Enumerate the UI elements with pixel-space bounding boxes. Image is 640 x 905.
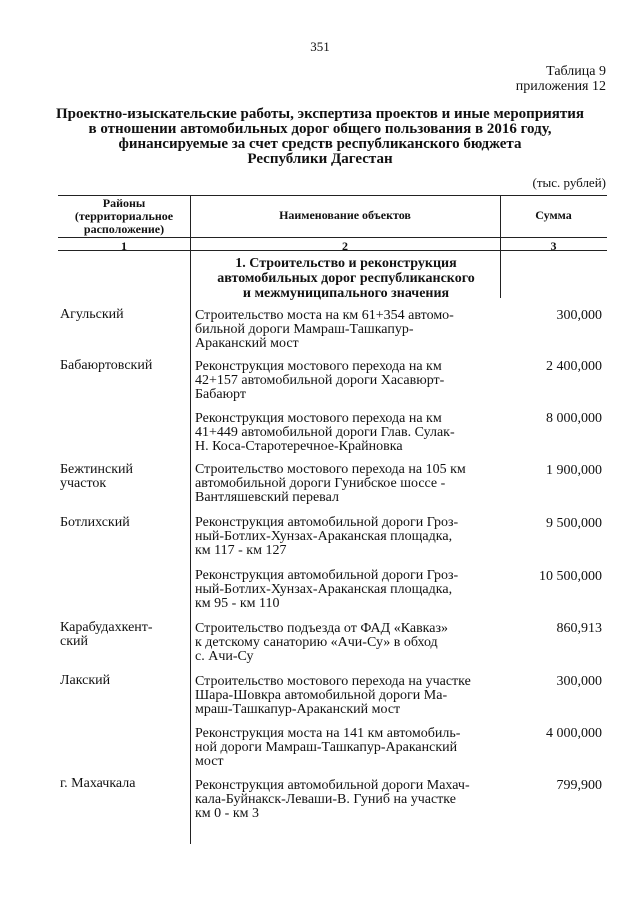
district-line: Агульский — [60, 307, 124, 322]
object-line: Реконструкция автомобильной дороги Гроз- — [195, 568, 459, 583]
object-line: км 95 - км 110 — [195, 596, 280, 611]
object-line: бильной дороги Мамраш-Ташкапур- — [195, 322, 414, 337]
object-cell — [195, 727, 500, 769]
object-line: Араканский мост — [195, 336, 299, 351]
section-heading — [196, 256, 496, 301]
amount-cell: 9 500,000 — [546, 516, 602, 531]
district-cell — [60, 308, 190, 322]
object-line: км 117 - км 127 — [195, 543, 287, 558]
table-label — [516, 64, 606, 94]
amount-cell: 2 400,000 — [546, 359, 602, 374]
object-cell — [195, 569, 500, 611]
object-line: к детскому санаторию «Ачи-Су» в обход — [195, 635, 438, 650]
header-bottom-border — [58, 237, 607, 238]
header-object-names: Наименование объектов — [279, 208, 411, 222]
district-cell — [60, 359, 190, 373]
object-line: Реконструкция автомобильной дороги Гроз- — [195, 515, 459, 530]
object-line: 42+157 автомобильной дороги Хасавюрт- — [195, 373, 445, 388]
amount-cell: 1 900,000 — [546, 463, 602, 478]
amount-cell: 300,000 — [556, 308, 602, 323]
amount-cell: 300,000 — [556, 674, 602, 689]
amount-cell: 860,913 — [556, 621, 602, 636]
column-number-1: 1 — [121, 239, 127, 253]
column-number-3: 3 — [550, 239, 557, 253]
object-line: ный-Ботлих-Хунзах-Араканская площадка, — [195, 529, 453, 544]
object-line: кала-Буйнакск-Леваши-В. Гуниб на участке — [195, 792, 456, 807]
page-number: 351 — [310, 39, 330, 54]
object-line: Реконструкция мостового перехода на км — [195, 359, 442, 374]
district-line: г. Махачкала — [60, 776, 136, 791]
district-line: Бабаюртовский — [60, 358, 153, 373]
header-districts-line: Районы — [102, 196, 146, 210]
district-cell — [60, 463, 190, 491]
district-line: ский — [60, 634, 88, 649]
title-line: в отношении автомобильных дорог общего пользования в 2016 году, — [88, 121, 552, 137]
district-cell — [60, 674, 190, 688]
table-label-line: приложения 12 — [515, 79, 606, 94]
object-cell — [195, 516, 500, 558]
table-label-line: Таблица 9 — [546, 64, 606, 79]
header-amount: Сумма — [535, 208, 572, 222]
header-districts-line: (территориальное — [74, 209, 174, 223]
object-line: Строительство моста на км 61+354 автомо- — [195, 308, 454, 323]
object-line: Строительство подъезда от ФАД «Кавказ» — [195, 621, 449, 636]
header-districts — [58, 197, 190, 236]
header-districts-line: расположение) — [83, 222, 165, 236]
object-cell — [195, 412, 500, 454]
object-line: Шара-Шовкра автомобильной дороги Ма- — [195, 688, 448, 703]
district-cell — [60, 621, 190, 649]
object-line: мраш-Ташкапур-Араканский мост — [195, 702, 401, 717]
object-line: Реконструкция автомобильной дороги Махач- — [195, 778, 470, 793]
section-heading-line: 1. Строительство и реконструкция — [235, 256, 457, 271]
district-line: Бежтинский — [60, 462, 134, 477]
amount-cell: 4 000,000 — [546, 726, 602, 741]
units-note: (тыс. рублей) — [532, 175, 606, 190]
object-cell — [195, 622, 500, 664]
title-line: Проектно-изыскательские работы, экспертиза проектов и иные мероприятия — [55, 106, 585, 122]
object-line: Реконструкция мостового перехода на км — [195, 411, 442, 426]
column-divider-body-1 — [190, 250, 191, 844]
object-line: ной дороги Мамраш-Ташкапур-Араканский — [195, 740, 458, 755]
column-divider-body-2 — [500, 250, 501, 298]
title-line: Республики Дагестан — [247, 151, 393, 167]
district-cell — [60, 777, 190, 791]
object-cell — [195, 309, 500, 351]
section-heading-line: и межмуниципального значения — [242, 286, 450, 301]
object-cell — [195, 463, 500, 505]
object-line: ный-Ботлих-Хунзах-Араканская площадка, — [195, 582, 453, 597]
object-cell — [195, 675, 500, 717]
district-line: Ботлихский — [60, 515, 130, 530]
object-line: Бабаюрт — [195, 387, 246, 402]
object-line: Реконструкция моста на 141 км автомобиль- — [195, 726, 461, 741]
object-line: км 0 - км 3 — [195, 806, 259, 821]
object-line: автомобильной дороги Гунибское шоссе - — [195, 476, 446, 491]
title-line: финансируемые за счет средств республиканского бюджета — [118, 136, 522, 152]
object-cell — [195, 779, 500, 821]
object-line: Строительство мостового перехода на участке — [195, 674, 471, 689]
object-line: Вантляшевский перевал — [195, 490, 339, 505]
district-line: Лакский — [60, 673, 111, 688]
object-line: Н. Коса-Старотеречное-Крайновка — [195, 439, 403, 454]
amount-cell: 10 500,000 — [539, 569, 602, 584]
district-line: Карабудахкент- — [60, 620, 153, 635]
amount-cell: 8 000,000 — [546, 411, 602, 426]
object-line: Строительство мостового перехода на 105 км — [195, 462, 466, 477]
object-line: 41+449 автомобильной дороги Глав. Сулак- — [195, 425, 455, 440]
document-title — [40, 107, 600, 167]
section-heading-line: автомобильных дорог республиканского — [217, 271, 475, 286]
district-line: участок — [60, 476, 107, 491]
object-line: мост — [195, 754, 224, 769]
column-number-2: 2 — [342, 239, 348, 253]
object-line: с. Ачи-Су — [195, 649, 254, 664]
amount-cell: 799,900 — [556, 778, 602, 793]
district-cell — [60, 516, 190, 530]
object-cell — [195, 360, 500, 402]
